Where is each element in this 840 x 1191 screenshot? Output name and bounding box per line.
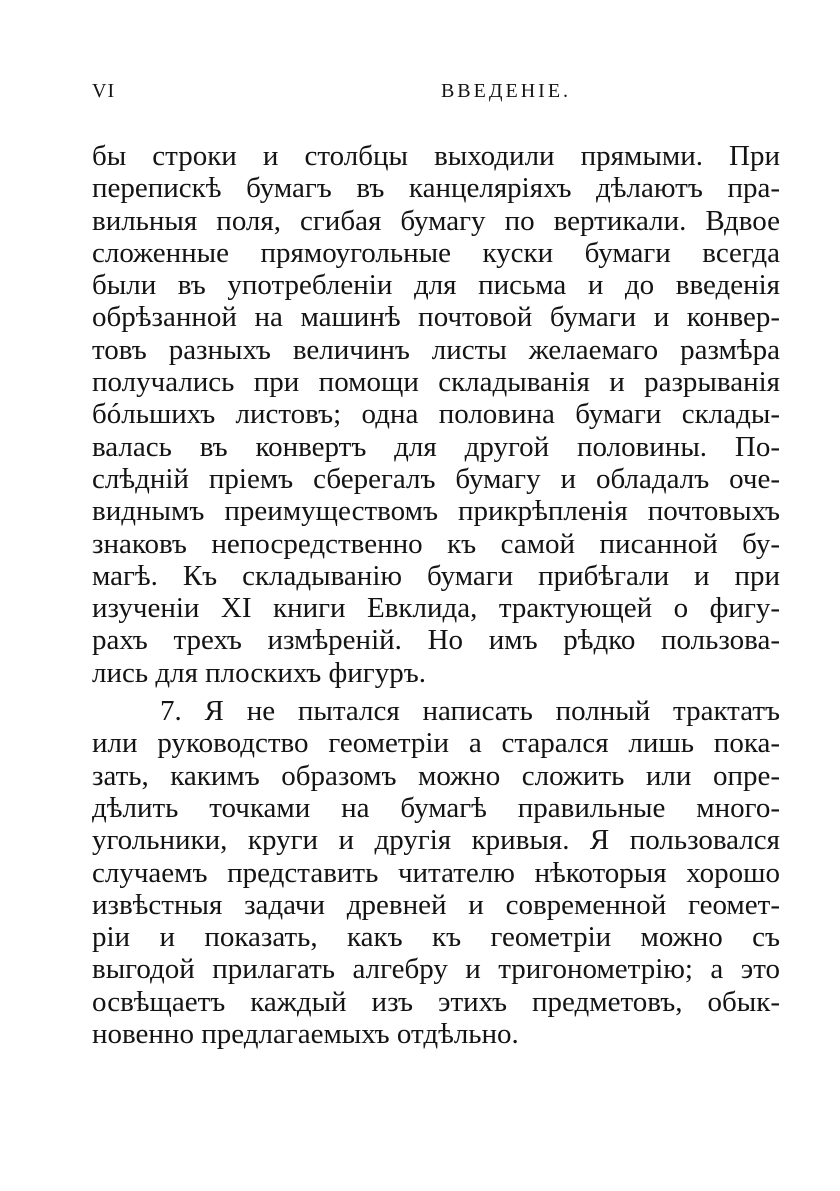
paragraph [92, 140, 780, 689]
text-line: выгодой прилагать алгебру и тригонометрію; а это [92, 953, 780, 986]
text-line: магѣ. Къ складыванію бумаги прибѣгали и при [92, 559, 780, 592]
text-line: знаковъ непосредственно къ самой писанной бу- [92, 527, 780, 560]
text-line: изученіи XI книги Евклида, трактующей о фигу- [92, 592, 780, 625]
text-line: перепискѣ бумагъ въ канцеляріяхъ дѣлаютъ пра- [92, 172, 780, 205]
text-line: вильныя поля, сгибая бумагу по вертикали. Вдвое [92, 204, 780, 237]
text-line: 7. Я не пытался написать полный трактатъ [160, 695, 780, 728]
text-line: бóльшихъ листовъ; одна половина бумаги склады- [92, 398, 780, 431]
text-line: лись для плоскихъ фигуръ. [92, 656, 426, 689]
text-line: сложенные прямоугольные куски бумаги всегда [92, 236, 780, 269]
text-line: валась въ конвертъ для другой половины. По- [92, 430, 780, 463]
text-line: случаемъ представить читателю нѣкоторыя хорошо [92, 856, 780, 889]
text-line: ріи и показать, какъ къ геометріи можно съ [92, 921, 780, 954]
text-line: новенно предлагаемыхъ отдѣльно. [92, 1018, 519, 1051]
text-line: виднымъ преимуществомъ прикрѣпленія почтовыхъ [92, 495, 780, 528]
text-line: извѣстныя задачи древней и современной геомет- [92, 888, 780, 921]
text-line: слѣдній пріемъ сберегалъ бумагу и обладалъ оче- [92, 462, 780, 495]
page-header [92, 80, 780, 110]
text-line: или руководство геометріи а старался лишь пока- [92, 727, 780, 760]
text-line: бы строки и столбцы выходили прямыми. При [92, 140, 780, 172]
text-line: освѣщаетъ каждый изъ этихъ предметовъ, обык- [92, 985, 780, 1018]
paragraph [92, 695, 780, 1050]
text-line: зать, какимъ образомъ можно сложить или опре- [92, 759, 780, 792]
text-line: были въ употребленіи для письма и до введенія [92, 269, 780, 302]
text-line: обрѣзанной на машинѣ почтовой бумаги и конвер- [92, 301, 780, 334]
page-number: VI [92, 80, 116, 102]
text-line: товъ разныхъ величинъ листы желаемаго размѣра [92, 333, 780, 366]
text-line: рахъ трехъ измѣреній. Но имъ рѣдко пользова- [92, 624, 780, 657]
running-head: ВВЕДЕНІЕ. [440, 80, 572, 102]
text-line: дѣлить точками на бумагѣ правильные много- [92, 791, 780, 824]
body-text [92, 140, 780, 1050]
text-line: получались при помощи складыванія и разрыванія [92, 366, 780, 399]
text-line: угольники, круги и другія кривыя. Я пользовался [92, 824, 780, 857]
